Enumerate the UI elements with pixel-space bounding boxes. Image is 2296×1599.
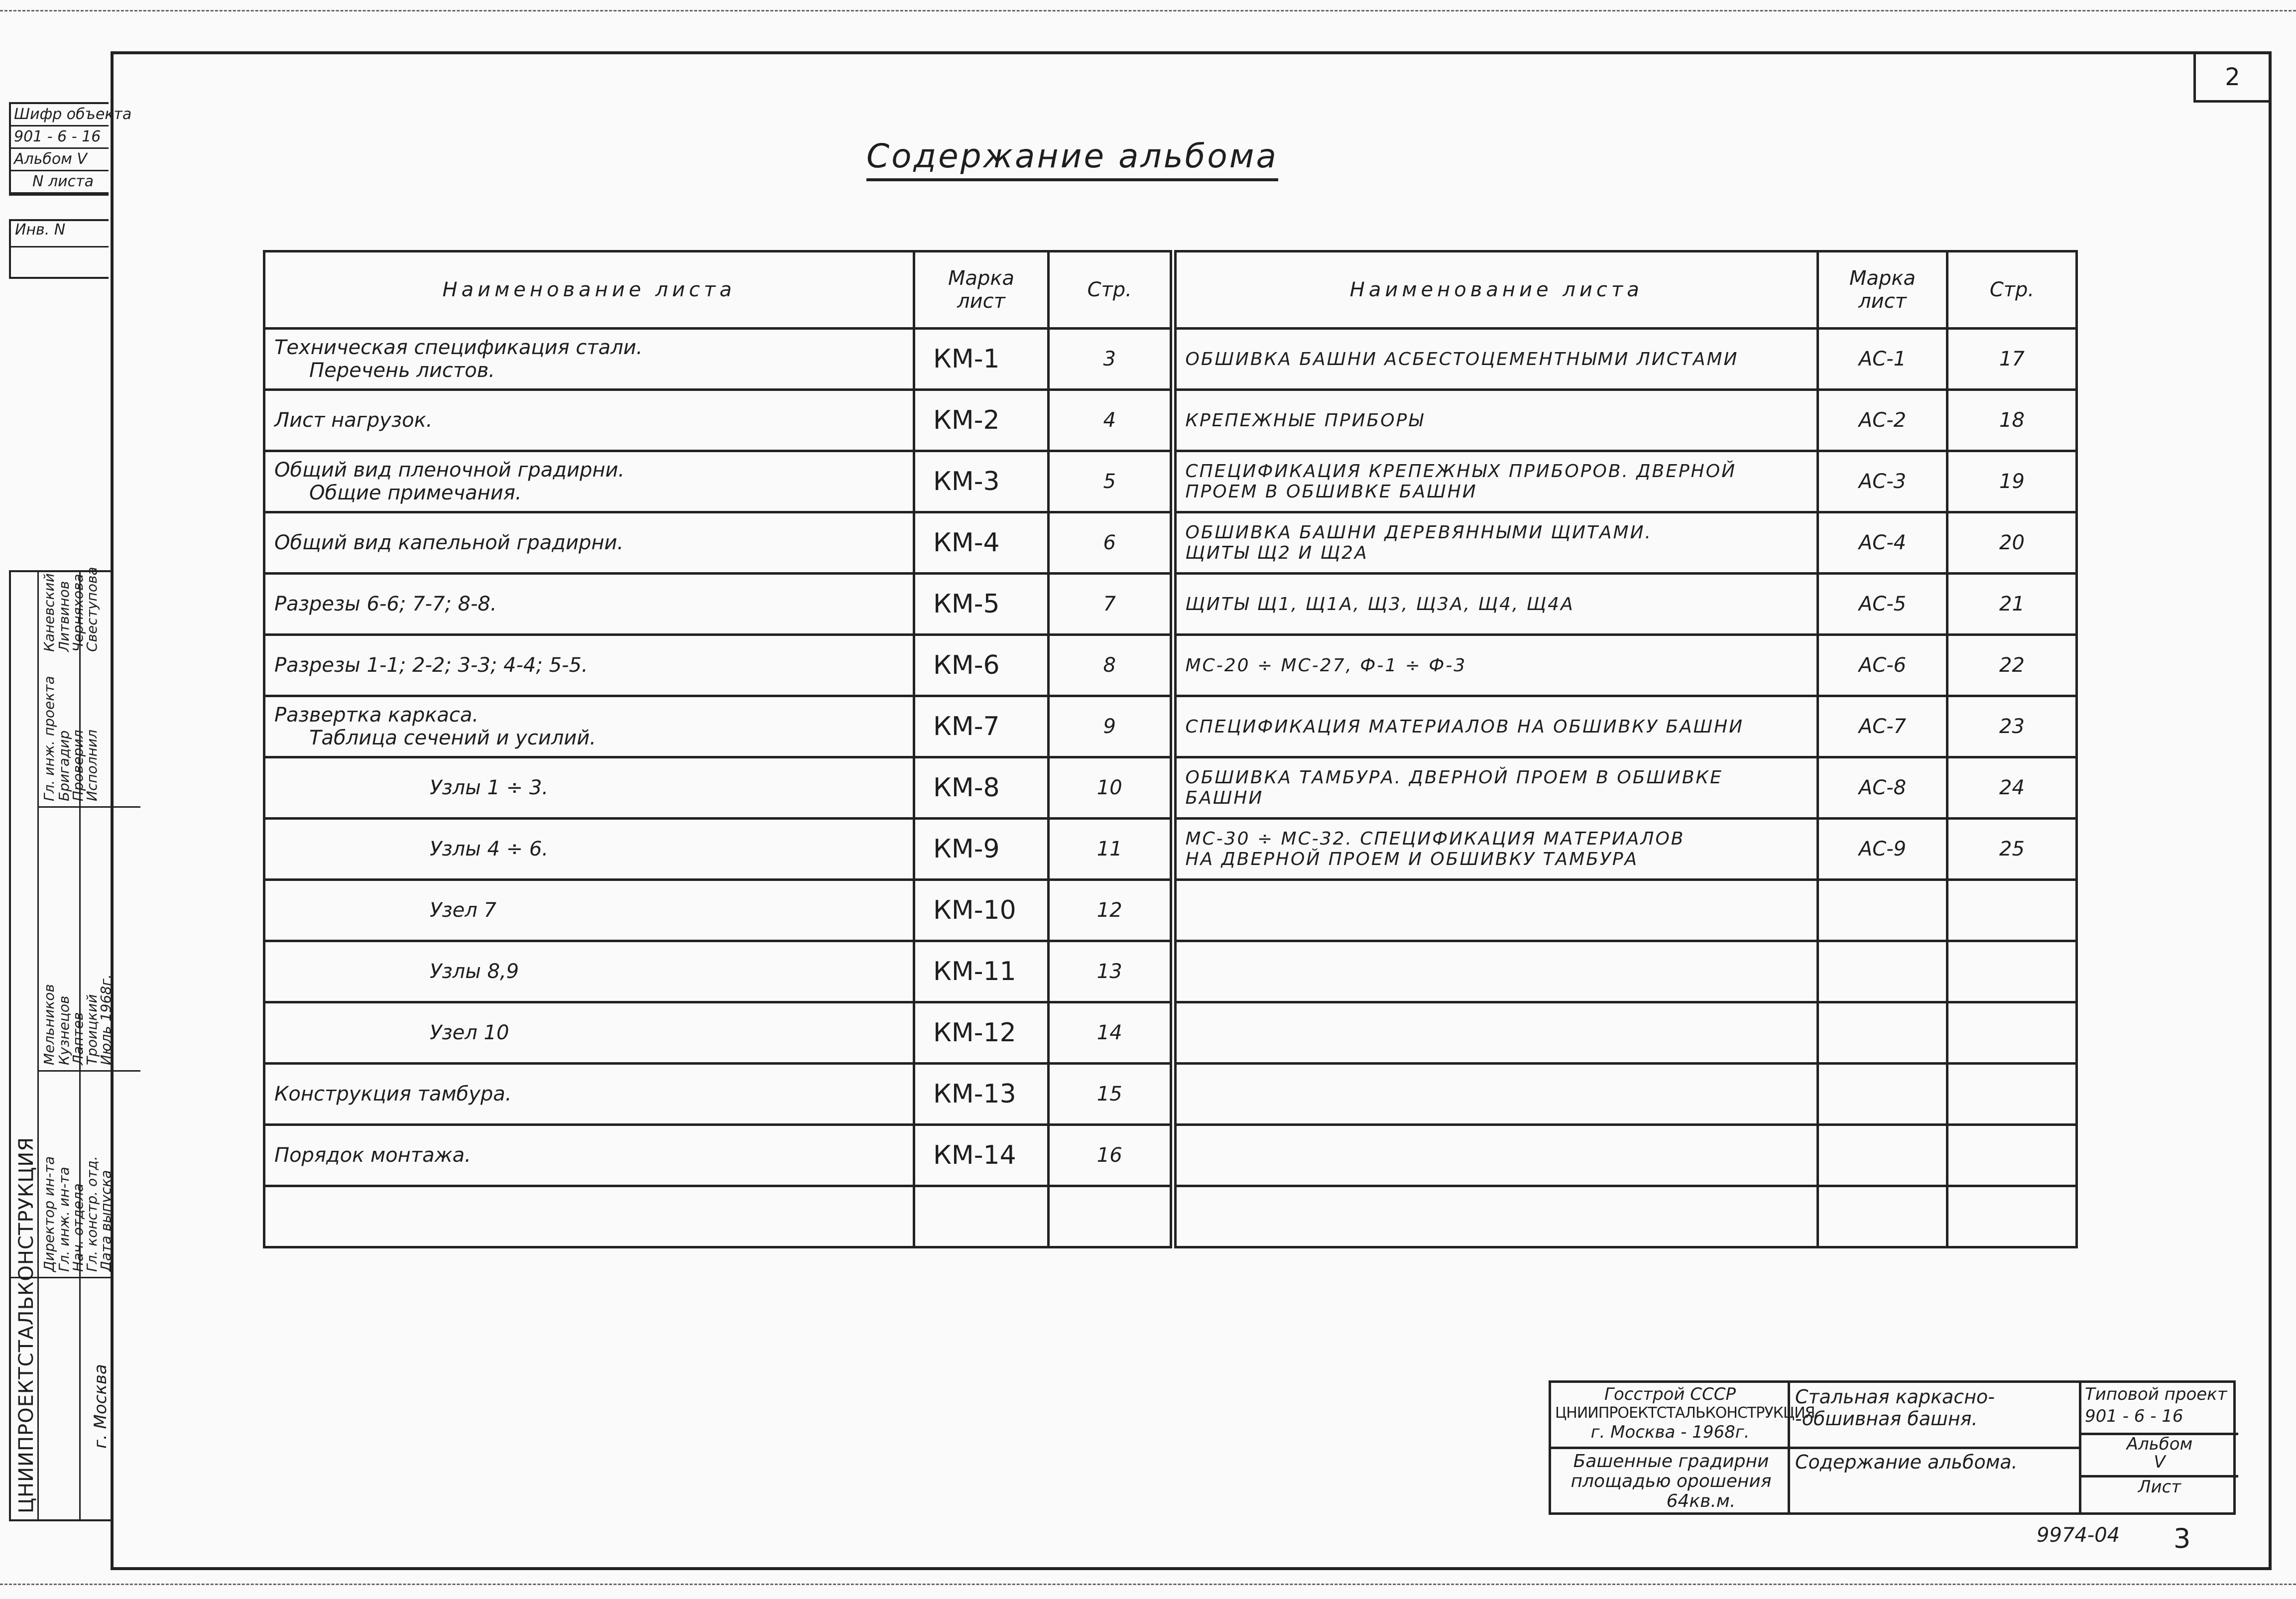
cell-page-right: 20 [1947,512,2077,574]
cell-page-right [1947,1125,2077,1186]
name-brigadier: Литвинов [56,581,72,652]
sheet-name-line1: Узлы 4 ÷ 6. [430,838,549,861]
sheet-name-line1: Порядок монтажа. [274,1144,471,1167]
sheet-name-line1: Узел 7 [430,899,496,922]
sheet-name-right-line2: БАШНИ [1185,788,1264,808]
cell-mark-right [1818,1002,1947,1064]
sheet-name-line1: Общий вид пленочной градирни. [274,459,625,482]
sheet-name-right-line1: МС-20 ÷ МС-27, Ф-1 ÷ Ф-3 [1185,655,1467,676]
header-page-left: Стр. [1049,251,1173,329]
cell-sheet-name [264,757,914,819]
role-brigadier: Бригадир [56,730,72,801]
table-row [264,512,2077,574]
cell-sheet-name-right [1173,1064,1818,1125]
cell-mark-right [1818,941,1947,1002]
tb-org-line3: г. Москва - 1968г. [1590,1422,1750,1442]
drawing-code: 9974-04 [2037,1524,2120,1547]
cell-mark-right [1818,1186,1947,1247]
code-value: 901 - 6 - 16 [11,126,109,149]
tb-project-line1: Башенные градирни [1573,1451,1769,1472]
sheet-name-line1: Техническая спецификация стали. [274,336,643,359]
role-checked: Проверил [70,730,86,801]
name-director: Мельников [41,984,57,1065]
tb-project [1556,1452,1786,1511]
role-director: Директор ин-та [41,1156,57,1272]
sheet-name-right-line1: ОБШИВКА ТАМБУРА. ДВЕРНОЙ ПРОЕМ В ОБШИВКЕ [1185,767,1723,788]
sheet-name-right-line1: МС-30 ÷ МС-32. СПЕЦИФИКАЦИЯ МАТЕРИАЛОВ [1185,829,1685,849]
table-row [264,819,2077,880]
cell-page: 14 [1049,1002,1173,1064]
header-name-left: Наименование листа [264,251,914,329]
tb-typical-value: 901 - 6 - 16 [2085,1406,2183,1426]
cell-page: 5 [1049,451,1173,512]
page-number: 3 [2174,1523,2191,1554]
cell-sheet-name [264,819,914,880]
cell-sheet-name-right [1173,819,1818,880]
cell-page-right: 23 [1947,696,2077,757]
cell-mark-right [1818,1064,1947,1125]
cell-page: 9 [1049,696,1173,757]
sheet-name-right-line1: СПЕЦИФИКАЦИЯ КРЕПЕЖНЫХ ПРИБОРОВ. ДВЕРНОЙ [1185,461,1737,482]
cell-page: 12 [1049,880,1173,941]
table-row [264,1125,2077,1186]
release-date: Июль 1968г. [98,974,114,1065]
cell-sheet-name-right [1173,696,1818,757]
table-row [264,757,2077,819]
contents-table [263,250,2078,1248]
role-project-engineer: Гл. инж. проекта [41,676,57,801]
cell-sheet-name [264,635,914,696]
sheet-name-right-line2: ЩИТЫ Щ2 И Щ2А [1185,543,1368,563]
bottom-cut-line [0,1584,2296,1585]
cell-sheet-name-right [1173,512,1818,574]
cell-sheet-name-right [1173,635,1818,696]
cell-mark: КМ-3 [914,451,1049,512]
name-chief-designer: Троицкий [84,994,100,1065]
cell-sheet-name-right [1173,574,1818,635]
sheet-name-line1: Лист нагрузок. [274,409,433,432]
cell-mark-right: АС-5 [1818,574,1947,635]
name-project-engineer: Каневский [41,573,57,652]
table-row [264,696,2077,757]
sheet-name-line1: Узел 10 [430,1021,509,1044]
sheet-no-label: N листа [11,171,109,194]
cell-page-right: 21 [1947,574,2077,635]
cell-mark: КМ-7 [914,696,1049,757]
cell-mark-right: АС-1 [1818,329,1947,390]
table-row [264,451,2077,512]
sheet-name-line1: Узлы 1 ÷ 3. [430,776,549,799]
sheet-name-right-line2: НА ДВЕРНОЙ ПРОЕМ И ОБШИВКУ ТАМБУРА [1185,849,1639,869]
role-dept-head: Нач. отдела [70,1183,86,1272]
sheet-name-right-line2: ПРОЕМ В ОБШИВКЕ БАШНИ [1185,482,1477,502]
cell-sheet-name-right [1173,1186,1818,1247]
cell-page-right: 24 [1947,757,2077,819]
city-vertical: г. Москва [91,1364,111,1449]
side-code-stamp [9,102,132,196]
sheet-name-right-line1: КРЕПЕЖНЫЕ ПРИБОРЫ [1185,410,1425,431]
cell-page: 15 [1049,1064,1173,1125]
cell-page-right: 19 [1947,451,2077,512]
role-chief-designer: Гл. констр. отд. [84,1156,100,1272]
org-name-vertical: ЦНИИПРОЕКТСТАЛЬКОНСТРУКЦИЯ [15,1137,38,1513]
cell-sheet-name [264,390,914,451]
tb-object-line2: -обшивная башня. [1795,1408,1978,1430]
name-executed: Свеступова [84,567,100,652]
cell-page: 11 [1049,819,1173,880]
sheet-name-line2: Таблица сечений и усилий. [309,727,596,749]
table-row [264,880,2077,941]
cell-sheet-name [264,512,914,574]
name-dept-head: Лаптев [70,1012,86,1065]
cell-mark-right: АС-4 [1818,512,1947,574]
cell-mark-right: АС-3 [1818,451,1947,512]
cell-page-right [1947,880,2077,941]
side-approval-stamp [9,567,114,1521]
table-row [264,941,2077,1002]
cell-page: 16 [1049,1125,1173,1186]
cell-mark-right: АС-9 [1818,819,1947,880]
cell-mark: КМ-12 [914,1002,1049,1064]
cell-mark-right [1818,880,1947,941]
album-label: Альбом V [11,149,109,171]
header-page-right: Стр. [1947,251,2077,329]
name-chief-engineer: Кузнецов [56,995,72,1065]
cell-page: 13 [1049,941,1173,1002]
sheet-name-line1: Разрезы 6-6; 7-7; 8-8. [274,593,497,615]
cell-page [1049,1186,1173,1247]
cell-sheet-name-right [1173,880,1818,941]
cell-mark-right: АС-8 [1818,757,1947,819]
tb-project-line2: площадью орошения [1571,1471,1772,1491]
tb-org-line2: ЦНИИПРОЕКТСТАЛЬКОНСТРУКЦИЯ [1555,1404,1815,1422]
cell-sheet-name-right [1173,1125,1818,1186]
sheet-number: 2 [2193,54,2269,103]
cell-sheet-name [264,574,914,635]
tb-typical-label: Типовой проект [2085,1384,2227,1404]
table-row [264,574,2077,635]
header-name-right: Наименование листа [1173,251,1818,329]
cell-page-right: 22 [1947,635,2077,696]
cell-sheet-name [264,451,914,512]
inv-label: Инв. N [15,221,66,239]
sheet-name-line2: Общие примечания. [309,482,522,504]
tb-album-label: Альбом [2126,1434,2193,1454]
table-row [264,1064,2077,1125]
cell-page: 8 [1049,635,1173,696]
role-release-date: Дата выпуска [98,1170,114,1272]
table-header-row [264,251,2077,329]
sheet-name-line2: Перечень листов. [309,359,495,382]
cell-mark: КМ-14 [914,1125,1049,1186]
cell-mark: КМ-4 [914,512,1049,574]
tb-object-line1: Стальная каркасно- [1795,1386,1995,1408]
name-checked: Черняхова [70,574,86,652]
cell-sheet-name [264,696,914,757]
cell-page-right: 17 [1947,329,2077,390]
role-chief-engineer: Гл. инж. ин-та [56,1167,72,1272]
tb-object [1795,1386,2074,1430]
cell-page: 6 [1049,512,1173,574]
cell-sheet-name-right [1173,329,1818,390]
cell-sheet-name-right [1173,757,1818,819]
tb-project-line3: 64кв.м. [1666,1491,1736,1511]
cell-mark: КМ-13 [914,1064,1049,1125]
cell-sheet-name [264,1002,914,1064]
table-row [264,390,2077,451]
role-executed: Исполнил [84,729,100,801]
tb-sheet-title: Содержание альбома. [1795,1451,2018,1473]
sheet-name-line1: Общий вид капельной градирни. [274,531,624,554]
sheet-name-line1: Разрезы 1-1; 2-2; 3-3; 4-4; 5-5. [274,654,588,677]
side-inventory-stamp [9,219,109,279]
cell-mark: КМ-5 [914,574,1049,635]
cell-page-right: 18 [1947,390,2077,451]
cell-page-right [1947,941,2077,1002]
cell-mark-right [1818,1125,1947,1186]
cell-page: 4 [1049,390,1173,451]
tb-album-value: V [2154,1452,2166,1472]
cell-sheet-name [264,329,914,390]
cell-mark-right: АС-2 [1818,390,1947,451]
sheet-name-line1: Конструкция тамбура. [274,1083,512,1106]
cell-page: 7 [1049,574,1173,635]
cell-sheet-name [264,880,914,941]
tb-sheet-label: Лист [2138,1477,2181,1497]
top-cut-line [0,10,2296,11]
cell-mark: КМ-6 [914,635,1049,696]
tb-org [1555,1384,1815,1442]
sheet-name-right-line1: СПЕЦИФИКАЦИЯ МАТЕРИАЛОВ НА ОБШИВКУ БАШНИ [1185,716,1744,737]
cell-mark: КМ-11 [914,941,1049,1002]
cell-mark: КМ-2 [914,390,1049,451]
table-body [264,329,2077,1247]
table-row [264,635,2077,696]
cell-mark: КМ-1 [914,329,1049,390]
cell-sheet-name-right [1173,390,1818,451]
cell-page-right: 25 [1947,819,2077,880]
table-row [264,1002,2077,1064]
cell-page-right [1947,1002,2077,1064]
tb-org-line1: Госстрой СССР [1604,1384,1736,1404]
sheet-name-right-line1: ОБШИВКА БАШНИ АСБЕСТОЦЕМЕНТНЫМИ ЛИСТАМИ [1185,349,1739,369]
cell-sheet-name-right [1173,1002,1818,1064]
cell-mark: КМ-10 [914,880,1049,941]
cell-sheet-name [264,1064,914,1125]
cell-mark [914,1186,1049,1247]
sheet-name-right-line1: ЩИТЫ Щ1, Щ1А, Щ3, Щ3А, Щ4, Щ4А [1185,594,1574,615]
sheet-name-line1: Узлы 8,9 [430,960,519,983]
header-mark-right: Марка лист [1818,251,1947,329]
cell-mark: КМ-9 [914,819,1049,880]
title-block [1549,1380,2236,1515]
table-row [264,329,2077,390]
cell-sheet-name-right [1173,941,1818,1002]
page-title: Содержание альбома [866,137,1278,181]
cell-sheet-name [264,1186,914,1247]
cell-page: 3 [1049,329,1173,390]
cell-sheet-name [264,1125,914,1186]
sheet-name-line1: Развертка каркаса. [274,704,479,727]
code-label: Шифр объекта [11,104,109,126]
cell-sheet-name [264,941,914,1002]
cell-page: 10 [1049,757,1173,819]
cell-mark-right: АС-6 [1818,635,1947,696]
cell-mark-right: АС-7 [1818,696,1947,757]
table-row [264,1186,2077,1247]
cell-mark: КМ-8 [914,757,1049,819]
cell-sheet-name-right [1173,451,1818,512]
header-mark-left: Марка лист [914,251,1049,329]
sheet-name-right-line1: ОБШИВКА БАШНИ ДЕРЕВЯННЫМИ ЩИТАМИ. [1185,522,1652,543]
cell-page-right [1947,1186,2077,1247]
cell-page-right [1947,1064,2077,1125]
